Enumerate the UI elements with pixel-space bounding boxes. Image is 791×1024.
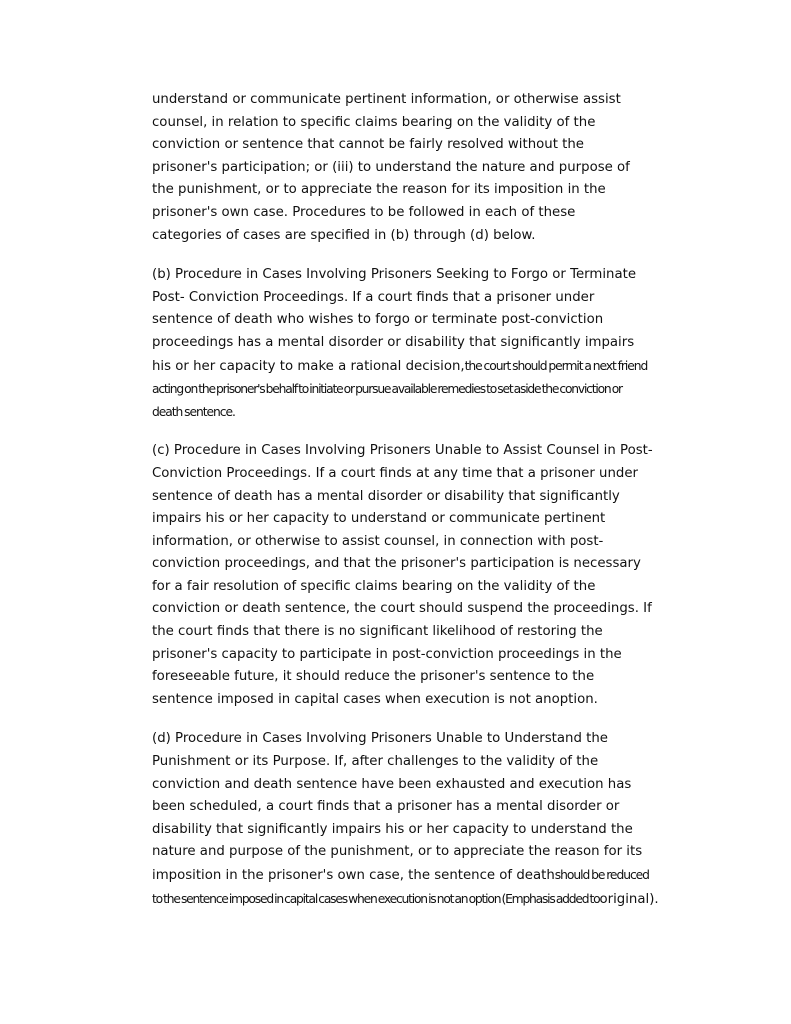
- text-line: conviction or death sentence, the court should suspend the proceedings. If: [152, 601, 652, 617]
- text-line: Conviction Proceedings. If a court finds at any time that a prisoner under: [152, 465, 638, 481]
- text-segment: imposition in the prisoner's own case, the sentence of death: [152, 868, 555, 883]
- text-line: conviction proceedings, and that the prisoner's participation is necessary: [152, 556, 641, 572]
- paragraph-c: [152, 440, 652, 711]
- text-line: for a fair resolution of specific claims bearing on the validity of the: [152, 578, 596, 594]
- text-line: conviction and death sentence have been exhausted and execution has: [152, 776, 632, 792]
- text-line-mixed: [152, 864, 652, 888]
- text-line: (b) Procedure in Cases Involving Prisoners Seeking to Forgo or Terminate: [152, 267, 636, 283]
- text-line: information, or otherwise to assist counsel, in connection with post-: [152, 533, 604, 549]
- text-line: sentence imposed in capital cases when execution is not anoption.: [152, 691, 598, 707]
- text-line: (c) Procedure in Cases Involving Prisoners Unable to Assist Counsel in Post-: [152, 443, 653, 459]
- text-line: categories of cases are specified in (b) through (d) below.: [152, 227, 536, 243]
- paragraph-intro: [152, 89, 652, 247]
- text-line: been scheduled, a court finds that a prisoner has a mental disorder or: [152, 799, 620, 815]
- text-line: prisoner's participation; or (iii) to understand the nature and purpose of: [152, 159, 630, 175]
- text-segment: original).: [599, 891, 659, 907]
- text-line: conviction or sentence that cannot be fairly resolved without the: [152, 137, 584, 153]
- text-line: counsel, in relation to specific claims bearing on the validity of the: [152, 114, 596, 130]
- text-line: proceedings has a mental disorder or disability that significantly impairs: [152, 334, 635, 350]
- text-line: sentence of death who wishes to forgo or terminate post-conviction: [152, 312, 604, 328]
- text-line: impairs his or her capacity to understand or communicate pertinent: [152, 511, 606, 527]
- text-segment-condensed: to the sentence imposed in capital cases when execution is not an option (Emphasis added to: [152, 891, 600, 906]
- text-line: sentence of death has a mental disorder or disability that significantly: [152, 488, 620, 504]
- text-line-condensed: death sentence.: [152, 404, 235, 419]
- text-segment-condensed: should be reduced: [554, 868, 649, 882]
- text-line: foreseeable future, it should reduce the prisoner's sentence to the: [152, 669, 595, 685]
- text-line: Post- Conviction Proceedings. If a court finds that a prisoner under: [152, 289, 595, 305]
- text-line-mixed: [152, 355, 652, 379]
- text-line: Punishment or its Purpose. If, after challenges to the validity of the: [152, 754, 599, 770]
- text-line: the punishment, or to appreciate the reason for its imposition in the: [152, 182, 606, 198]
- text-line: prisoner's own case. Procedures to be followed in each of these: [152, 204, 576, 220]
- paragraph-b: [152, 264, 652, 423]
- paragraph-d: [152, 728, 659, 911]
- text-line-mixed: [152, 888, 659, 912]
- text-line: nature and purpose of the punishment, or to appreciate the reason for its: [152, 844, 643, 860]
- text-segment: his or her capacity to make a rational decision,: [152, 358, 465, 374]
- text-line: prisoner's capacity to participate in post-conviction proceedings in the: [152, 646, 622, 662]
- text-line: (d) Procedure in Cases Involving Prisoners Unable to Understand the: [152, 731, 608, 747]
- text-line: understand or communicate pertinent information, or otherwise assist: [152, 92, 621, 107]
- text-line-condensed: acting on the prisoner's behalf to initiate or pursue available remedies to set aside the conviction or: [152, 382, 622, 397]
- text-line: disability that significantly impairs his or her capacity to understand the: [152, 821, 633, 837]
- text-line: the court finds that there is no significant likelihood of restoring the: [152, 624, 603, 640]
- text-segment-condensed: the court should permit a next friend: [464, 358, 648, 373]
- document-page: [152, 89, 659, 928]
